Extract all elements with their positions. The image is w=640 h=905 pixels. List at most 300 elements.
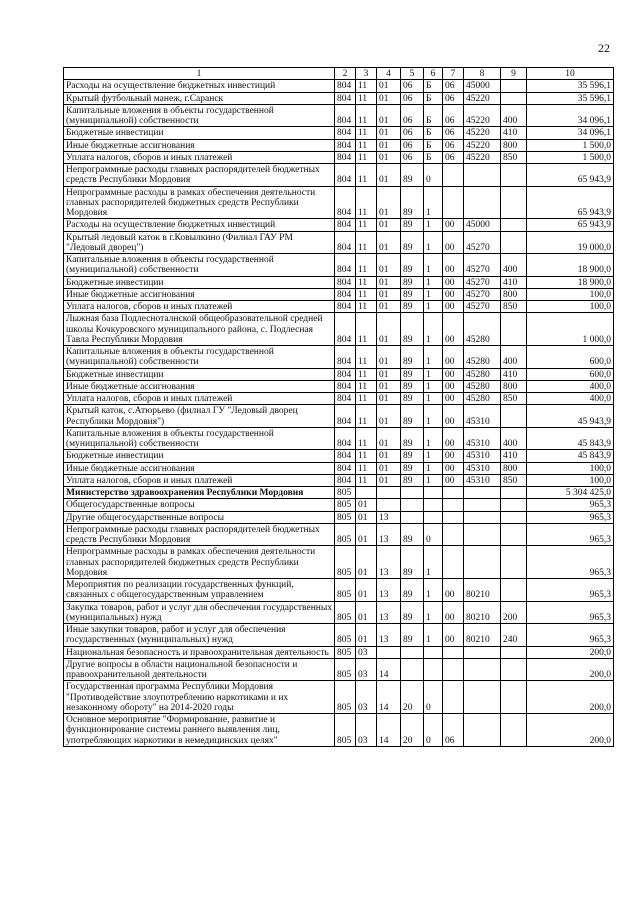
cell-program: 89 — [401, 393, 424, 405]
cell-section: 03 — [356, 658, 377, 681]
cell-subprogram — [424, 487, 443, 499]
cell-expense-type — [501, 487, 527, 499]
cell-section: 11 — [356, 104, 377, 127]
cell-amount: 100,0 — [527, 474, 614, 486]
cell-group — [443, 646, 464, 658]
cell-program — [401, 487, 424, 499]
table-row — [64, 164, 614, 187]
cell-subprogram: 1 — [424, 186, 443, 219]
cell-program: 20 — [401, 714, 424, 747]
cell-direction: 45000 — [464, 80, 501, 92]
cell-group: 00 — [443, 474, 464, 486]
header-col-amount: 10 — [527, 68, 614, 80]
cell-amount: 200,0 — [527, 681, 614, 714]
cell-expense-type: 200 — [501, 601, 527, 624]
cell-direction: 45220 — [464, 104, 501, 127]
cell-expense-type — [501, 80, 527, 92]
cell-program: 06 — [401, 104, 424, 127]
cell-expense-type — [501, 681, 527, 714]
cell-subsection: 01 — [377, 164, 401, 187]
cell-direction: 45000 — [464, 219, 501, 231]
cell-subprogram: 0 — [424, 681, 443, 714]
cell-expense-type — [501, 92, 527, 104]
cell-name: Общегосударственные вопросы — [64, 499, 335, 511]
cell-name: Иные бюджетные ассигнования — [64, 139, 335, 151]
cell-grbs: 804 — [335, 301, 356, 313]
cell-expense-type: 800 — [501, 380, 527, 392]
cell-expense-type — [501, 714, 527, 747]
cell-grbs: 805 — [335, 487, 356, 499]
cell-group: 00 — [443, 219, 464, 231]
cell-section: 11 — [356, 231, 377, 254]
budget-table — [63, 67, 614, 747]
cell-group: 06 — [443, 92, 464, 104]
cell-name: Бюджетные инвестиции — [64, 368, 335, 380]
cell-subsection — [377, 499, 401, 511]
cell-group: 00 — [443, 427, 464, 450]
cell-expense-type: 800 — [501, 462, 527, 474]
cell-subprogram: 1 — [424, 276, 443, 288]
cell-amount: 35 596,1 — [527, 92, 614, 104]
cell-subprogram: 0 — [424, 164, 443, 187]
cell-subsection: 01 — [377, 151, 401, 163]
cell-direction: 45220 — [464, 139, 501, 151]
cell-name: Уплата налогов, сборов и иных платежей — [64, 151, 335, 163]
cell-group — [443, 164, 464, 187]
cell-group — [443, 546, 464, 579]
cell-subsection: 01 — [377, 231, 401, 254]
cell-subprogram: 1 — [424, 450, 443, 462]
cell-grbs: 805 — [335, 579, 356, 602]
cell-expense-type: 400 — [501, 104, 527, 127]
cell-program: 20 — [401, 681, 424, 714]
cell-direction: 45280 — [464, 380, 501, 392]
cell-direction: 45270 — [464, 301, 501, 313]
table-row — [64, 714, 614, 747]
cell-group: 00 — [443, 405, 464, 428]
cell-subprogram: 1 — [424, 231, 443, 254]
table-row — [64, 313, 614, 346]
cell-subprogram: 1 — [424, 254, 443, 277]
cell-expense-type: 850 — [501, 474, 527, 486]
cell-expense-type: 800 — [501, 139, 527, 151]
cell-subsection: 01 — [377, 368, 401, 380]
cell-amount: 965,3 — [527, 579, 614, 602]
table-row — [64, 405, 614, 428]
table-row — [64, 474, 614, 486]
cell-amount: 400,0 — [527, 393, 614, 405]
cell-program: 89 — [401, 301, 424, 313]
cell-subprogram: 1 — [424, 368, 443, 380]
cell-program: 89 — [401, 601, 424, 624]
cell-name: Мероприятия по реализации государственных функций, связанных с общегосударственным управлением — [64, 579, 335, 602]
cell-name: Непрограммные расходы в рамках обеспечения деятельности главных распорядителей бюджетных средств Республики Мордовия — [64, 546, 335, 579]
cell-grbs: 804 — [335, 151, 356, 163]
cell-subsection: 13 — [377, 523, 401, 546]
cell-amount: 65 943,9 — [527, 186, 614, 219]
cell-amount: 1 500,0 — [527, 139, 614, 151]
cell-section: 11 — [356, 313, 377, 346]
cell-grbs: 805 — [335, 601, 356, 624]
cell-amount: 400,0 — [527, 380, 614, 392]
cell-subsection: 14 — [377, 658, 401, 681]
cell-subsection: 01 — [377, 288, 401, 300]
cell-grbs: 804 — [335, 139, 356, 151]
cell-section: 11 — [356, 164, 377, 187]
cell-subsection: 13 — [377, 546, 401, 579]
cell-subprogram — [424, 511, 443, 523]
cell-section: 11 — [356, 368, 377, 380]
cell-group: 00 — [443, 624, 464, 647]
cell-program: 89 — [401, 462, 424, 474]
cell-direction: 45310 — [464, 405, 501, 428]
cell-group: 00 — [443, 254, 464, 277]
cell-expense-type: 410 — [501, 127, 527, 139]
cell-grbs: 804 — [335, 186, 356, 219]
cell-name: Уплата налогов, сборов и иных платежей — [64, 474, 335, 486]
cell-subsection: 01 — [377, 92, 401, 104]
table-row — [64, 92, 614, 104]
cell-amount: 100,0 — [527, 462, 614, 474]
cell-direction — [464, 164, 501, 187]
cell-name: Непрограммные расходы главных распорядителей бюджетных средств Республики Мордовия — [64, 164, 335, 187]
cell-grbs: 804 — [335, 462, 356, 474]
cell-program — [401, 511, 424, 523]
cell-program: 89 — [401, 313, 424, 346]
cell-section: 01 — [356, 511, 377, 523]
cell-name: Крытый футбольный манеж, г.Саранск — [64, 92, 335, 104]
table-row — [64, 658, 614, 681]
cell-name: Расходы на осуществление бюджетных инвестиций — [64, 219, 335, 231]
cell-name: Государственная программа Республики Мордовия "Противодействие злоупотреблению наркотиками и их незаконному обороту" на 2014-2020 годы — [64, 681, 335, 714]
cell-subprogram — [424, 646, 443, 658]
cell-name: Капитальные вложения в объекты государственной (муниципальной) собственности — [64, 427, 335, 450]
cell-section: 11 — [356, 427, 377, 450]
cell-direction: 45310 — [464, 474, 501, 486]
cell-grbs: 804 — [335, 380, 356, 392]
cell-name: Бюджетные инвестиции — [64, 276, 335, 288]
cell-subsection: 01 — [377, 450, 401, 462]
cell-name: Национальная безопасность и правоохранительная деятельность — [64, 646, 335, 658]
cell-subprogram: Б — [424, 80, 443, 92]
cell-name: Бюджетные инвестиции — [64, 127, 335, 139]
cell-name: Лыжная база Подлесноталнской общеобразовательной средней школы Кочкуровского муниципального района, с. Подлесная Тавла Республики Мордовия — [64, 313, 335, 346]
cell-program: 06 — [401, 92, 424, 104]
cell-subprogram: 1 — [424, 301, 443, 313]
cell-amount: 965,3 — [527, 523, 614, 546]
cell-amount: 19 000,0 — [527, 231, 614, 254]
cell-subprogram: 1 — [424, 288, 443, 300]
cell-grbs: 804 — [335, 104, 356, 127]
cell-subprogram: 1 — [424, 601, 443, 624]
cell-subprogram: 1 — [424, 624, 443, 647]
table-row — [64, 368, 614, 380]
cell-direction — [464, 681, 501, 714]
cell-direction — [464, 658, 501, 681]
cell-group: 00 — [443, 579, 464, 602]
cell-expense-type: 800 — [501, 288, 527, 300]
cell-subsection: 01 — [377, 474, 401, 486]
cell-subprogram: Б — [424, 127, 443, 139]
cell-subprogram: 1 — [424, 579, 443, 602]
cell-program: 06 — [401, 127, 424, 139]
cell-subprogram: Б — [424, 151, 443, 163]
cell-direction — [464, 546, 501, 579]
cell-direction: 45270 — [464, 231, 501, 254]
table-row — [64, 499, 614, 511]
cell-grbs: 804 — [335, 288, 356, 300]
table-row — [64, 80, 614, 92]
cell-group: 00 — [443, 368, 464, 380]
cell-name: Непрограммные расходы в рамках обеспечения деятельности главных распорядителей бюджетных средств Республики Мордовия — [64, 186, 335, 219]
cell-subsection: 13 — [377, 624, 401, 647]
cell-direction: 45220 — [464, 151, 501, 163]
cell-program: 06 — [401, 151, 424, 163]
cell-name: Капитальные вложения в объекты государственной (муниципальной) собственности — [64, 104, 335, 127]
cell-grbs: 805 — [335, 624, 356, 647]
page-number: 22 — [598, 41, 610, 55]
cell-subsection: 14 — [377, 681, 401, 714]
cell-subprogram: Б — [424, 92, 443, 104]
cell-grbs: 804 — [335, 164, 356, 187]
table-row — [64, 288, 614, 300]
cell-name: Иные бюджетные ассигнования — [64, 380, 335, 392]
cell-amount: 600,0 — [527, 368, 614, 380]
table-row — [64, 450, 614, 462]
cell-program: 89 — [401, 380, 424, 392]
cell-subsection: 13 — [377, 579, 401, 602]
table-row — [64, 546, 614, 579]
header-col-group: 7 — [443, 68, 464, 80]
cell-subprogram: 1 — [424, 474, 443, 486]
cell-subsection: 13 — [377, 601, 401, 624]
cell-amount: 965,3 — [527, 499, 614, 511]
cell-section: 11 — [356, 80, 377, 92]
cell-grbs: 805 — [335, 646, 356, 658]
cell-name: Уплата налогов, сборов и иных платежей — [64, 301, 335, 313]
cell-expense-type — [501, 164, 527, 187]
table-row — [64, 346, 614, 369]
cell-name: Иные закупки товаров, работ и услуг для обеспечения государственных (муниципальных) нужд — [64, 624, 335, 647]
cell-section: 11 — [356, 474, 377, 486]
cell-subsection: 01 — [377, 380, 401, 392]
cell-name: Непрограммные расходы главных распорядителей бюджетных средств Республики Мордовия — [64, 523, 335, 546]
cell-section: 11 — [356, 450, 377, 462]
cell-subprogram: 1 — [424, 380, 443, 392]
cell-amount: 200,0 — [527, 658, 614, 681]
cell-section: 03 — [356, 646, 377, 658]
cell-name: Бюджетные инвестиции — [64, 450, 335, 462]
table-row — [64, 681, 614, 714]
cell-amount: 965,3 — [527, 511, 614, 523]
cell-group — [443, 511, 464, 523]
cell-subprogram: 1 — [424, 219, 443, 231]
cell-section — [356, 487, 377, 499]
cell-group: 00 — [443, 231, 464, 254]
cell-group: 06 — [443, 80, 464, 92]
cell-section: 01 — [356, 624, 377, 647]
cell-section: 03 — [356, 681, 377, 714]
table-row — [64, 127, 614, 139]
cell-expense-type — [501, 499, 527, 511]
cell-group — [443, 523, 464, 546]
cell-subsection — [377, 487, 401, 499]
cell-section: 03 — [356, 714, 377, 747]
cell-name: Иные бюджетные ассигнования — [64, 462, 335, 474]
cell-amount: 1 500,0 — [527, 151, 614, 163]
cell-section: 11 — [356, 393, 377, 405]
cell-group: 06 — [443, 151, 464, 163]
cell-direction: 80210 — [464, 601, 501, 624]
cell-program: 89 — [401, 276, 424, 288]
cell-name: Крытый ледовый каток в г.Ковылкино (Филиал ГАУ РМ "Ледовый дворец") — [64, 231, 335, 254]
table-row — [64, 231, 614, 254]
header-col-expense-type: 9 — [501, 68, 527, 80]
cell-section: 11 — [356, 288, 377, 300]
cell-grbs: 804 — [335, 313, 356, 346]
cell-direction: 45270 — [464, 288, 501, 300]
cell-direction: 45310 — [464, 462, 501, 474]
header-col-name: 1 — [64, 68, 335, 80]
cell-group: 06 — [443, 139, 464, 151]
cell-expense-type: 410 — [501, 450, 527, 462]
cell-grbs: 804 — [335, 393, 356, 405]
cell-section: 11 — [356, 139, 377, 151]
cell-direction — [464, 646, 501, 658]
cell-expense-type: 240 — [501, 624, 527, 647]
cell-amount: 5 304 425,0 — [527, 487, 614, 499]
cell-group: 06 — [443, 127, 464, 139]
cell-group: 06 — [443, 104, 464, 127]
table-row — [64, 624, 614, 647]
cell-subsection: 01 — [377, 139, 401, 151]
cell-expense-type: 400 — [501, 254, 527, 277]
cell-amount: 34 096,1 — [527, 127, 614, 139]
cell-expense-type — [501, 186, 527, 219]
table-row — [64, 219, 614, 231]
cell-direction: 45280 — [464, 368, 501, 380]
cell-expense-type: 410 — [501, 368, 527, 380]
cell-program: 06 — [401, 80, 424, 92]
cell-subprogram: 1 — [424, 462, 443, 474]
table-row — [64, 646, 614, 658]
cell-section: 11 — [356, 405, 377, 428]
cell-subsection: 01 — [377, 276, 401, 288]
table-row — [64, 393, 614, 405]
cell-program — [401, 646, 424, 658]
cell-grbs: 804 — [335, 231, 356, 254]
cell-direction: 45310 — [464, 450, 501, 462]
cell-amount: 100,0 — [527, 301, 614, 313]
table-row — [64, 523, 614, 546]
cell-section: 11 — [356, 254, 377, 277]
cell-expense-type: 410 — [501, 276, 527, 288]
cell-section: 11 — [356, 127, 377, 139]
header-col-section: 3 — [356, 68, 377, 80]
table-row — [64, 104, 614, 127]
cell-grbs: 804 — [335, 219, 356, 231]
cell-amount: 45 843,9 — [527, 427, 614, 450]
cell-grbs: 804 — [335, 127, 356, 139]
cell-grbs: 804 — [335, 450, 356, 462]
cell-expense-type: 850 — [501, 301, 527, 313]
cell-subsection: 13 — [377, 511, 401, 523]
cell-section: 11 — [356, 301, 377, 313]
cell-name: Министерство здравоохранения Республики Мордовия — [64, 487, 335, 499]
cell-subsection: 14 — [377, 714, 401, 747]
table-row — [64, 186, 614, 219]
cell-grbs: 804 — [335, 80, 356, 92]
cell-direction: 45280 — [464, 393, 501, 405]
cell-grbs: 805 — [335, 523, 356, 546]
cell-program: 89 — [401, 579, 424, 602]
cell-group — [443, 186, 464, 219]
cell-subsection — [377, 646, 401, 658]
table-row — [64, 579, 614, 602]
cell-subprogram: 1 — [424, 346, 443, 369]
cell-program: 89 — [401, 164, 424, 187]
cell-name: Иные бюджетные ассигнования — [64, 288, 335, 300]
cell-name: Капитальные вложения в объекты государственной (муниципальной) собственности — [64, 346, 335, 369]
header-col-grbs: 2 — [335, 68, 356, 80]
cell-section: 01 — [356, 579, 377, 602]
cell-direction — [464, 487, 501, 499]
cell-subsection: 01 — [377, 346, 401, 369]
cell-grbs: 804 — [335, 474, 356, 486]
cell-grbs: 804 — [335, 276, 356, 288]
cell-name: Крытый каток, с.Атюрьево (филиал ГУ "Ледовый дворец Республики Мордовия") — [64, 405, 335, 428]
cell-group: 06 — [443, 714, 464, 747]
cell-section: 11 — [356, 380, 377, 392]
cell-subprogram: 1 — [424, 546, 443, 579]
cell-program: 89 — [401, 254, 424, 277]
cell-expense-type — [501, 579, 527, 602]
cell-name: Расходы на осуществление бюджетных инвестиций — [64, 80, 335, 92]
cell-program — [401, 658, 424, 681]
cell-program: 89 — [401, 523, 424, 546]
cell-program — [401, 499, 424, 511]
table-row — [64, 462, 614, 474]
table-row — [64, 487, 614, 499]
cell-group: 00 — [443, 462, 464, 474]
cell-subsection: 01 — [377, 301, 401, 313]
cell-subsection: 01 — [377, 80, 401, 92]
cell-subprogram — [424, 499, 443, 511]
cell-expense-type: 850 — [501, 393, 527, 405]
cell-amount: 18 900,0 — [527, 276, 614, 288]
cell-section: 11 — [356, 462, 377, 474]
header-row — [64, 68, 614, 80]
table-row — [64, 601, 614, 624]
cell-grbs: 805 — [335, 714, 356, 747]
cell-section: 11 — [356, 219, 377, 231]
cell-program: 89 — [401, 405, 424, 428]
cell-subsection: 01 — [377, 104, 401, 127]
cell-expense-type — [501, 646, 527, 658]
cell-expense-type — [501, 658, 527, 681]
table-row — [64, 254, 614, 277]
cell-program: 89 — [401, 624, 424, 647]
cell-section: 01 — [356, 523, 377, 546]
cell-amount: 65 943,9 — [527, 164, 614, 187]
cell-direction: 45220 — [464, 127, 501, 139]
cell-grbs: 804 — [335, 368, 356, 380]
table-row — [64, 301, 614, 313]
cell-grbs: 805 — [335, 681, 356, 714]
cell-subsection: 01 — [377, 186, 401, 219]
cell-direction: 80210 — [464, 579, 501, 602]
cell-grbs: 805 — [335, 546, 356, 579]
